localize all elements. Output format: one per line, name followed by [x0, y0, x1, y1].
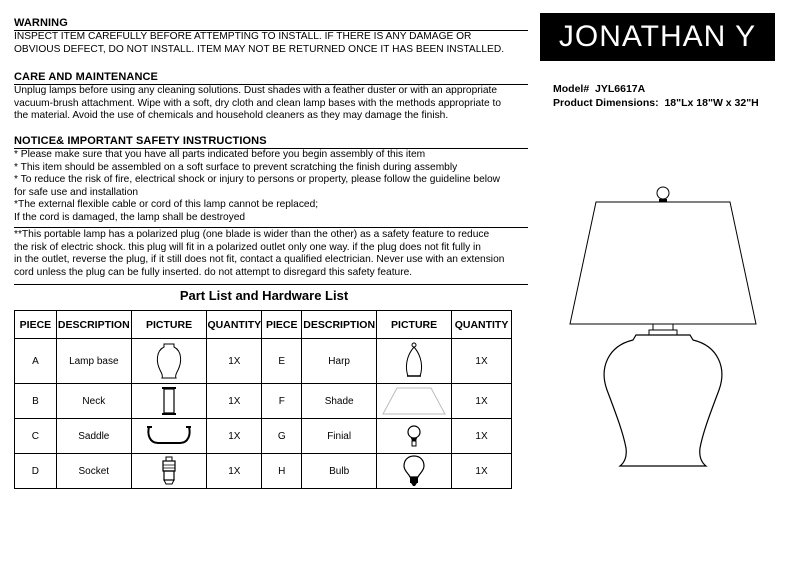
plug-line: cord unless the plug can be fully inserted. do not attempt to disregard this safety feature.: [14, 266, 413, 278]
description-cell: Finial: [302, 419, 377, 454]
shade-icon: [570, 202, 756, 324]
table-row: [15, 454, 512, 489]
warning-title: WARNING: [14, 17, 68, 29]
plug-line: the risk of electric shock. this plug will fit in a polarized outlet only one way. if the plug does not fit fully in: [14, 241, 481, 253]
lamp-base-icon: [604, 335, 722, 466]
notice-text: [14, 149, 530, 225]
harp-icon: [402, 342, 426, 380]
notice-line: * To reduce the risk of fire, electrical shock or injury to persons or property, please follow the guideline below: [14, 174, 501, 186]
picture-cell: [131, 384, 207, 419]
shade-icon: [379, 386, 449, 416]
column-header: PIECE: [262, 311, 302, 339]
quantity-cell: 1X: [452, 339, 512, 384]
warning-line: INSPECT ITEM CAREFULLY BEFORE ATTEMPTING TO INSTALL. IF THERE IS ANY DAMAGE OR: [14, 31, 472, 42]
lamp-illustration: [560, 180, 760, 500]
notice-line: * This item should be assembled on a soft surface to prevent scratching the finish during assembly: [14, 161, 458, 173]
column-header: PICTURE: [377, 311, 452, 339]
table-row: [15, 339, 512, 384]
care-line: Unplug lamps before using any cleaning solutions. Dust shades with a feather duster or with an appropriate: [14, 85, 498, 96]
brand-logo: JONATHAN Y: [540, 13, 775, 61]
description-cell: Saddle: [56, 419, 131, 454]
piece-cell: B: [15, 384, 57, 419]
picture-cell: [131, 454, 207, 489]
dimensions-line: [553, 96, 759, 110]
notice-title: NOTICE& IMPORTANT SAFETY INSTRUCTIONS: [14, 135, 267, 147]
quantity-cell: 1X: [207, 454, 262, 489]
notice-line: If the cord is damaged, the lamp shall be destroyed: [14, 211, 246, 223]
plug-line: **This portable lamp has a polarized plug (one blade is wider than the other) as a safety feature to reduce: [14, 229, 490, 240]
quantity-cell: 1X: [452, 454, 512, 489]
piece-cell: H: [262, 454, 302, 489]
care-line: the material. Avoid the use of chemicals and household cleaners as they may damage the finish.: [14, 110, 449, 122]
picture-cell: [131, 339, 207, 384]
lamp-base-icon: [154, 342, 184, 380]
socket-icon: [159, 456, 179, 486]
picture-cell: [377, 419, 452, 454]
model-info: [553, 82, 759, 110]
column-header: PICTURE: [131, 311, 207, 339]
quantity-cell: 1X: [452, 419, 512, 454]
picture-cell: [377, 454, 452, 489]
piece-cell: E: [262, 339, 302, 384]
column-header: QUANTITY: [207, 311, 262, 339]
piece-cell: G: [262, 419, 302, 454]
piece-cell: C: [15, 419, 57, 454]
table-row: [15, 384, 512, 419]
column-header: DESCRIPTION: [56, 311, 131, 339]
notice-line: for safe use and installation: [14, 186, 139, 198]
dimensions-value: 18"Lx 18"W x 32"H: [664, 97, 759, 109]
notice-line: * Please make sure that you have all parts indicated before you begin assembly of this item: [14, 149, 426, 160]
description-cell: Shade: [302, 384, 377, 419]
picture-cell: [131, 419, 207, 454]
dimensions-label: Product Dimensions:: [553, 97, 659, 109]
column-header: DESCRIPTION: [302, 311, 377, 339]
description-cell: Neck: [56, 384, 131, 419]
quantity-cell: 1X: [207, 339, 262, 384]
piece-cell: A: [15, 339, 57, 384]
piece-cell: F: [262, 384, 302, 419]
saddle-icon: [144, 423, 194, 449]
column-header: PIECE: [15, 311, 57, 339]
table-row: [15, 419, 512, 454]
column-header: QUANTITY: [452, 311, 512, 339]
neck-icon: [649, 324, 677, 335]
description-cell: Bulb: [302, 454, 377, 489]
description-cell: Socket: [56, 454, 131, 489]
description-cell: Lamp base: [56, 339, 131, 384]
plug-line: in the outlet, reverse the plug, if it still does not fit, contact a qualified electrician. Never use with an extension: [14, 254, 505, 266]
piece-cell: D: [15, 454, 57, 489]
divider: [14, 227, 528, 228]
picture-cell: [377, 384, 452, 419]
plug-safety-text: [14, 229, 530, 279]
finial-icon: [657, 187, 669, 202]
care-title: CARE AND MAINTENANCE: [14, 71, 158, 83]
model-value: JYL6617A: [595, 83, 646, 95]
bulb-icon: [403, 455, 425, 487]
care-line: vacuum-brush attachment. Wipe with a soft, dry cloth and clean lamp bases with the methods appropriate to: [14, 97, 501, 109]
finial-icon: [404, 424, 424, 448]
table-header-row: [15, 311, 512, 339]
part-list-table: [14, 310, 512, 489]
warning-text: [14, 31, 530, 56]
description-cell: Harp: [302, 339, 377, 384]
neck-icon: [158, 386, 180, 416]
quantity-cell: 1X: [452, 384, 512, 419]
quantity-cell: 1X: [207, 419, 262, 454]
model-line: [553, 82, 759, 96]
picture-cell: [377, 339, 452, 384]
care-text: [14, 85, 530, 123]
notice-line: *The external flexible cable or cord of this lamp cannot be replaced;: [14, 199, 319, 211]
model-label: Model#: [553, 83, 590, 95]
warning-line: OBVIOUS DEFECT, DO NOT INSTALL. ITEM MAY NOT BE RETURNED ONCE IT HAS BEEN INSTALLED.: [14, 43, 505, 55]
divider: [14, 284, 528, 285]
part-list-title: Part List and Hardware List: [179, 288, 349, 303]
quantity-cell: 1X: [207, 384, 262, 419]
